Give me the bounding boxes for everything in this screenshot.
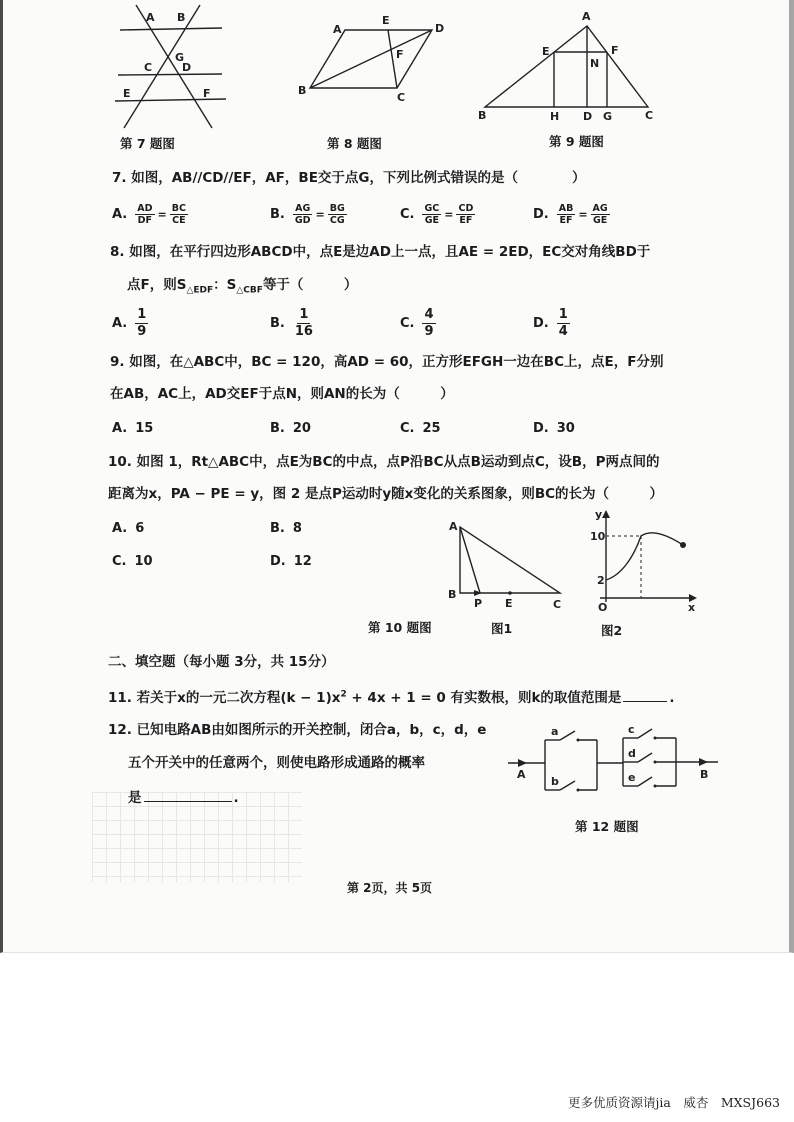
denominator: CG — [329, 215, 345, 226]
option-value: 10 — [134, 554, 153, 569]
option-letter: A. — [112, 316, 128, 331]
numerator: AB — [558, 203, 574, 214]
numerator: 1 — [558, 307, 568, 322]
q9-option-d — [533, 421, 575, 436]
fraction — [135, 203, 154, 226]
text-segment: . — [233, 790, 239, 806]
fraction — [328, 203, 347, 226]
fraction — [293, 203, 313, 226]
numerator: AD — [137, 203, 153, 214]
figure-8 — [298, 14, 444, 104]
segment-ap — [460, 527, 480, 593]
fraction — [456, 203, 475, 226]
option-letter: D. — [270, 554, 286, 569]
label-p: P — [474, 597, 483, 610]
option-letter: B. — [270, 316, 285, 331]
text-segment: 是 — [128, 790, 142, 806]
switch-e-contact — [654, 785, 657, 788]
caption-figure-9: 第 9 题图 — [549, 134, 604, 149]
option-value: 25 — [422, 421, 441, 436]
fraction — [135, 307, 148, 340]
option-value: 20 — [292, 421, 311, 436]
q8-stem-line2 — [127, 276, 357, 294]
superscript: 2 — [340, 689, 347, 700]
arrow-out-icon — [699, 758, 708, 766]
y-axis-arrow-icon — [602, 510, 610, 518]
text-segment: ：S — [213, 277, 237, 293]
tick-10: 10 — [590, 530, 606, 543]
curve-endpoint — [680, 542, 686, 548]
q10-option-c — [112, 554, 153, 569]
denominator: 16 — [294, 324, 313, 339]
numerator: 1 — [299, 307, 309, 322]
label-e: E — [542, 45, 550, 58]
caption-figure-8: 第 8 题图 — [327, 136, 382, 151]
caption-figure-10-2: 图2 — [601, 623, 623, 638]
point-e — [508, 591, 512, 595]
text-segment: + 4x + 1 = 0 有实数根，则k的取值范围是 — [346, 690, 622, 706]
switch-a-contact — [577, 739, 580, 742]
option-letter: A. — [112, 421, 128, 436]
numerator: AG — [592, 203, 608, 214]
label-c: C — [144, 61, 153, 74]
label-e: E — [123, 87, 131, 100]
q10-stem-line1: 10. 如图 1，Rt△ABC中，点E为BC的中点，点P沿BC从点B运动到点C，设B，P两点间的 — [108, 454, 660, 470]
option-letter: A. — [112, 521, 128, 536]
denominator: CE — [172, 215, 186, 226]
numerator: BC — [171, 203, 186, 214]
label-origin: O — [598, 601, 608, 614]
caption-figure-10-1: 图1 — [491, 621, 513, 636]
switch-c-contact — [654, 737, 657, 740]
caption-figure-10: 第 10 题图 — [368, 620, 432, 635]
switch-a-lever — [560, 731, 575, 740]
label-f: F — [611, 44, 619, 57]
option-letter: C. — [400, 316, 415, 331]
caption-figure-12: 第 12 题图 — [575, 819, 639, 834]
q7-stem: 7. 如图，AB//CD//EF，AF，BE交于点G，下列比例式错误的是（ ） — [112, 170, 586, 186]
q7-option-a — [112, 203, 188, 226]
arrow-in-icon — [518, 759, 527, 767]
switch-c-lever — [638, 729, 652, 738]
label-f: F — [203, 87, 211, 100]
q9-option-c — [400, 421, 441, 436]
label-b: B — [448, 588, 457, 601]
label-n: N — [590, 57, 600, 70]
label-terminal-b: B — [700, 768, 709, 781]
label-switch-a: a — [551, 725, 559, 738]
numerator: 4 — [424, 307, 434, 322]
label-e: E — [382, 14, 390, 27]
denominator: EF — [559, 215, 573, 226]
label-c: C — [397, 91, 406, 104]
label-a: A — [333, 23, 342, 36]
label-switch-b: b — [551, 775, 559, 788]
fraction — [422, 203, 441, 226]
q12-stem-line1: 12. 已知电路AB由如图所示的开关控制，闭合a，b，c，d，e — [108, 722, 487, 738]
q9-stem-line1: 9. 如图，在△ABC中，BC = 120，高AD = 60，正方形EFGH一边在BC上，点E，F分别 — [110, 354, 664, 370]
right-triangle-abc — [460, 527, 560, 593]
label-h: H — [550, 110, 560, 123]
subscript: △EDF — [186, 285, 214, 296]
denominator: GE — [424, 215, 440, 226]
option-value: 6 — [135, 521, 145, 536]
label-b: B — [177, 11, 186, 24]
triangle-abc — [485, 26, 648, 107]
numerator: BG — [329, 203, 345, 214]
label-d: D — [435, 22, 445, 35]
numerator: CD — [458, 203, 474, 214]
text-segment: 等于（ ） — [262, 277, 358, 293]
label-b: B — [478, 109, 487, 122]
subscript: △CBF — [236, 285, 263, 296]
label-a: A — [146, 11, 155, 24]
q8-option-c — [400, 307, 436, 340]
q10-option-d — [270, 554, 312, 569]
denominator: GD — [294, 215, 311, 226]
line-ab — [120, 28, 222, 30]
page-number: 第 2页，共 5页 — [347, 881, 433, 895]
q7-option-d — [533, 203, 610, 226]
option-letter: B. — [270, 521, 285, 536]
switch-d-contact — [654, 761, 657, 764]
curve-y-of-x — [606, 533, 683, 580]
option-expression — [557, 203, 610, 226]
option-expression — [135, 203, 188, 226]
label-c: C — [553, 598, 562, 611]
label-g: G — [603, 110, 613, 123]
q7-option-c — [400, 203, 475, 226]
option-expression — [293, 203, 347, 226]
q8-option-d — [533, 307, 570, 340]
figure-12-circuit — [508, 723, 718, 792]
option-letter: C. — [112, 554, 127, 569]
option-value: 15 — [135, 421, 154, 436]
equals-sign: = — [157, 208, 167, 221]
fraction — [557, 203, 576, 226]
denominator: GE — [592, 215, 608, 226]
q10-stem-line2: 距离为x，PA − PE = y，图 2 是点P运动时y随x变化的关系图象，则BC的长为（ ） — [108, 486, 664, 502]
option-letter: C. — [400, 207, 415, 222]
option-value: 30 — [556, 421, 575, 436]
fraction — [293, 307, 315, 340]
label-g: G — [175, 51, 185, 64]
arrow-p-icon — [474, 590, 482, 596]
section-2-title: 二、填空题（每小题 3分，共 15分） — [108, 654, 335, 670]
figure-10-1 — [448, 520, 561, 611]
q8-option-a — [112, 307, 148, 340]
label-c: C — [645, 109, 654, 122]
equals-sign: = — [315, 208, 325, 221]
option-letter: D. — [533, 316, 549, 331]
figure-9 — [478, 10, 653, 123]
option-letter: B. — [270, 207, 285, 222]
line-cd — [118, 74, 222, 75]
q7-option-b — [270, 203, 347, 226]
option-letter: A. — [112, 207, 128, 222]
fraction — [591, 203, 610, 226]
fraction — [170, 203, 188, 226]
option-value: 8 — [292, 521, 302, 536]
numerator: 1 — [137, 307, 147, 322]
answer-blank — [144, 788, 232, 802]
caption-figure-7: 第 7 题图 — [120, 136, 175, 151]
switch-e-lever — [638, 777, 652, 786]
numerator: AG — [295, 203, 311, 214]
text-segment: 11. 若关于x的一元二次方程(k − 1)x — [108, 690, 341, 706]
denominator: DF — [137, 215, 153, 226]
option-letter: B. — [270, 421, 285, 436]
option-expression — [422, 203, 475, 226]
q10-option-a — [112, 521, 144, 536]
q12-stem-line2: 五个开关中的任意两个，则使电路形成通路的概率 — [128, 755, 425, 771]
label-y: y — [595, 508, 603, 521]
denominator: 4 — [558, 324, 568, 339]
fraction — [557, 307, 570, 340]
text-segment: . — [669, 690, 675, 706]
denominator: 9 — [137, 324, 147, 339]
q10-option-b — [270, 521, 302, 536]
equals-sign: = — [444, 208, 454, 221]
label-switch-d: d — [628, 747, 636, 760]
q9-stem-line2: 在AB，AC上，AD交EF于点N，则AN的长为（ ） — [110, 386, 454, 402]
label-switch-c: c — [628, 723, 635, 736]
label-a: A — [449, 520, 458, 533]
figure-10-2-graph — [590, 508, 697, 614]
denominator: EF — [459, 215, 473, 226]
denominator: 9 — [424, 324, 434, 339]
q8-option-b — [270, 307, 315, 340]
label-e: E — [505, 597, 513, 610]
numerator: GC — [424, 203, 440, 214]
option-letter: D. — [533, 207, 549, 222]
q9-option-b — [270, 421, 311, 436]
answer-blank — [623, 688, 667, 702]
q12-stem-line3 — [128, 788, 239, 807]
label-terminal-a: A — [517, 768, 526, 781]
figure-7 — [115, 5, 226, 128]
text-segment: 点F，则S — [127, 277, 187, 293]
q11-stem — [108, 688, 675, 707]
footer-note: 更多优质资源请jia 威杏 MXSJ663 — [568, 1095, 780, 1110]
label-b: B — [298, 84, 307, 97]
label-switch-e: e — [628, 771, 636, 784]
switch-d-lever — [638, 753, 652, 762]
label-d: D — [182, 61, 192, 74]
tick-2: 2 — [597, 574, 605, 587]
switch-b-lever — [560, 781, 575, 790]
fraction — [422, 307, 435, 340]
label-x: x — [688, 601, 696, 614]
label-a: A — [582, 10, 591, 23]
q9-option-a — [112, 421, 153, 436]
option-value: 12 — [293, 554, 312, 569]
equals-sign: = — [578, 208, 588, 221]
q8-stem-line1: 8. 如图，在平行四边形ABCD中，点E是边AD上一点，且AE = 2ED，EC交对角线BD于 — [110, 244, 651, 260]
option-letter: C. — [400, 421, 415, 436]
option-letter: D. — [533, 421, 549, 436]
label-d: D — [583, 110, 593, 123]
label-f: F — [396, 48, 404, 61]
switch-b-contact — [577, 789, 580, 792]
